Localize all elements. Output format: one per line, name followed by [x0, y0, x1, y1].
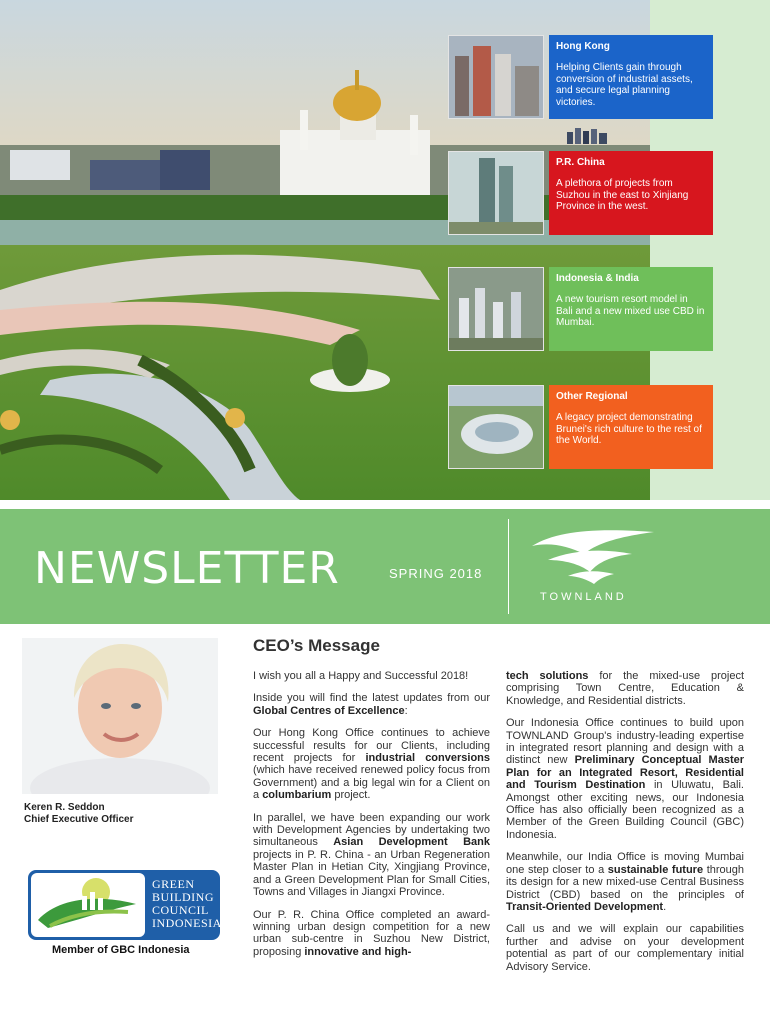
paragraph: Our Hong Kong Office continues to achieve successful results for our Clients, including recent projects for industrial conversions (which have received renewed policy focus from Government) and a big legal win for a Client on a columbarium project.: [253, 727, 490, 802]
article-column-1: [253, 670, 490, 968]
gbc-logo-text: GREEN BUILDING COUNCIL INDONESIA: [152, 877, 222, 930]
region-title: Indonesia & India: [556, 273, 639, 284]
paragraph: Call us and we will explain our capabilities further and advise on your development potential as part of our complementary initial Advisory Service.: [506, 923, 744, 973]
banner-divider: [508, 519, 509, 614]
region-text: Helping Clients gain through conversion of industrial assets, and secure legal planning victories.: [556, 62, 693, 108]
paragraph: Inside you will find the latest updates from our Global Centres of Excellence:: [253, 692, 490, 717]
ceo-role: Chief Executive Officer: [24, 814, 134, 825]
hero-section: [0, 0, 770, 500]
region-card-box: [549, 385, 713, 469]
ceo-name: Keren R. Seddon: [24, 802, 105, 813]
paragraph: tech solutions for the mixed-use project comprising Town Centre, Education & Knowledge, and Residential districts.: [506, 670, 744, 707]
paragraph: Meanwhile, our India Office is moving Mumbai one step closer to a sustainable future through its design for a new mixed-use Central Business District (CBD) based on the principles of Transit-Oriented Development.: [506, 851, 745, 913]
brand-name: TOWNLAND: [540, 591, 627, 603]
region-card-box: [549, 35, 713, 119]
paragraph: In parallel, we have been expanding our work with Development Agencies by undertaking two simultaneous Asian Development Bank projects in P. R. China - an Urban Regeneration Master Plan in Hetian City, Xingjiang Province, and a Green Development Plan for Small Cities, Towns and Villages in Jiangxi Province.: [253, 811, 490, 899]
newsletter-banner: [0, 509, 770, 624]
article-column-2: [506, 670, 744, 983]
region-card-hong-kong: [448, 35, 713, 119]
region-card-box: [549, 151, 713, 235]
paragraph: Our P. R. China Office completed an award-winning urban design competition for a new urban sub-centre in Suzhou New District, proposing innovative and high-: [253, 908, 490, 958]
paragraph: Our Indonesia Office continues to build upon TOWNLAND Group's industry-leading expertise in integrated resort planning and design with a distinct new Preliminary Conceptual Master Plan for an Integrated Resort, Residential and Tourism Destination in Uluwatu, Bali. Amongst other exciting news, our Indonesia Office has also officially been recognized as a Member of the Green Building Council (GBC) Indonesia.: [506, 717, 745, 841]
region-card-china: [448, 151, 713, 235]
region-title: Other Regional: [556, 391, 628, 402]
region-text: A new tourism resort model in Bali and a new mixed use CBD in Mumbai.: [556, 294, 705, 328]
other-regional-photo: [448, 385, 544, 469]
region-text: A plethora of projects from Suzhou in the east to Xinjiang Province in the west.: [556, 178, 689, 212]
ceo-caption: [24, 802, 133, 826]
region-title: Hong Kong: [556, 41, 610, 52]
newsletter-edition: SPRING 2018: [389, 566, 483, 581]
skyline-small-icon: [567, 128, 609, 144]
china-photo: [448, 151, 544, 235]
ceo-portrait: [22, 638, 218, 794]
region-card-indonesia-india: [448, 267, 713, 351]
townland-wave-logo-icon: [528, 524, 658, 584]
region-card-box: [549, 267, 713, 351]
indonesia-india-photo: [448, 267, 544, 351]
article-title: CEO’s Message: [253, 636, 380, 655]
gbc-member-label: Member of GBC Indonesia: [52, 944, 190, 956]
hong-kong-photo: [448, 35, 544, 119]
region-text: A legacy project demonstrating Brunei's rich culture to the rest of the World.: [556, 412, 702, 446]
newsletter-title: NEWSLETTER: [34, 543, 340, 594]
region-title: P.R. China: [556, 157, 605, 168]
region-card-other-regional: [448, 385, 713, 469]
gbc-indonesia-logo: [28, 870, 220, 940]
paragraph: I wish you all a Happy and Successful 2018!: [253, 670, 469, 682]
